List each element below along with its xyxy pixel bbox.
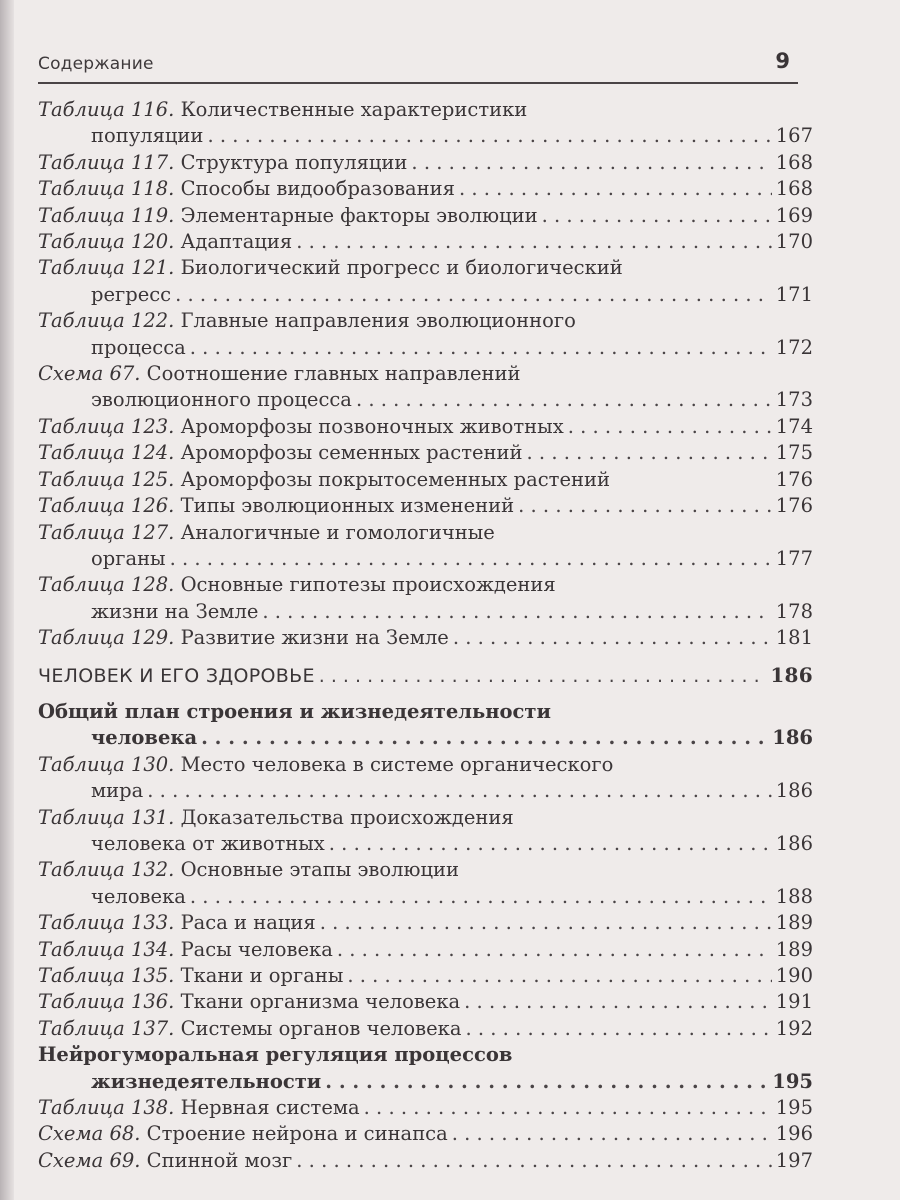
leader-dots — [356, 387, 772, 413]
entry-page: 176 — [775, 467, 813, 491]
entry-page: 181 — [775, 626, 813, 650]
leader-dots — [459, 176, 772, 202]
toc-entry[interactable] — [38, 752, 813, 805]
entry-page: 168 — [775, 177, 813, 201]
entry-label: Таблица 125. — [38, 467, 175, 491]
entry-label: Таблица 119. — [38, 203, 175, 227]
toc-entry[interactable] — [38, 805, 813, 858]
entry-title-cont: процесса — [91, 335, 186, 359]
entry-label: Схема 69. — [38, 1148, 141, 1172]
entry-label: Таблица 132. — [38, 858, 175, 882]
entry-title: Спинной мозг — [146, 1148, 293, 1172]
toc-subsection[interactable] — [38, 1042, 813, 1095]
entry-title: Основные гипотезы происхождения — [180, 573, 556, 597]
book-spine-shadow — [0, 0, 14, 1200]
subsection-title: Нейрогуморальная регуляция процессов — [38, 1043, 513, 1067]
toc-entry[interactable] — [38, 989, 813, 1015]
entry-label: Таблица 136. — [38, 990, 175, 1014]
entry-label: Таблица 120. — [38, 230, 175, 254]
entry-title: Структура популяции — [180, 150, 408, 174]
entry-title-cont: органы — [91, 546, 166, 570]
entry-title-cont: жизни на Земле — [91, 599, 259, 623]
leader-dots — [411, 150, 771, 176]
toc-entry[interactable] — [38, 440, 813, 466]
leader-dots — [325, 1069, 768, 1095]
toc-section-heading[interactable] — [38, 662, 813, 689]
entry-title: Расы человека — [180, 937, 333, 961]
leader-dots — [347, 963, 771, 989]
leader-dots — [464, 989, 772, 1015]
entry-title-cont: эволюционного процесса — [91, 388, 352, 412]
leader-dots — [207, 123, 771, 149]
toc-entry[interactable] — [38, 176, 813, 202]
toc-entry[interactable] — [38, 520, 813, 573]
leader-dots — [518, 493, 772, 519]
section-title: ЧЕЛОВЕК И ЕГО ЗДОРОВЬЕ — [38, 664, 315, 687]
entry-page: 173 — [775, 388, 813, 412]
entry-label: Таблица 123. — [38, 414, 175, 438]
entry-title: Нервная система — [180, 1096, 360, 1120]
entry-title: Аналогичные и гомологичные — [180, 520, 495, 544]
toc-entry[interactable] — [38, 1121, 813, 1147]
entry-label: Таблица 134. — [38, 937, 175, 961]
entry-title: Место человека в системе органического — [180, 752, 614, 776]
entry-page: 170 — [775, 230, 813, 254]
toc-entry[interactable] — [38, 937, 813, 963]
toc-entry[interactable] — [38, 857, 813, 910]
entry-page: 172 — [775, 335, 813, 359]
leader-dots — [147, 778, 771, 804]
entry-page: 190 — [775, 964, 813, 987]
entry-label: Таблица 128. — [38, 573, 175, 597]
entry-title: Раса и нация — [180, 911, 316, 935]
entry-label: Таблица 118. — [38, 177, 175, 201]
subsection-title-cont: жизнедеятельности — [91, 1069, 322, 1093]
entry-page: 174 — [775, 414, 813, 438]
toc-entry[interactable] — [38, 308, 813, 361]
entry-title-cont: мира — [91, 779, 144, 803]
entry-title: Системы органов человека — [180, 1016, 462, 1040]
entry-title: Биологический прогресс и биологический — [180, 256, 623, 280]
toc-entry[interactable] — [38, 97, 813, 150]
toc-entry[interactable] — [38, 493, 813, 519]
toc-entry[interactable] — [38, 963, 813, 989]
leader-dots — [320, 910, 772, 936]
toc-entry[interactable] — [38, 910, 813, 936]
leader-dots — [262, 599, 771, 625]
entry-page: 197 — [775, 1148, 813, 1172]
entry-page: 168 — [775, 150, 813, 174]
entry-page: 169 — [775, 203, 813, 227]
entry-page: 196 — [775, 1122, 813, 1146]
subsection-title: Общий план строения и жизнедеятельности — [38, 699, 551, 723]
entry-label: Таблица 127. — [38, 520, 175, 544]
entry-page: 178 — [775, 599, 813, 623]
entry-label: Таблица 131. — [38, 805, 175, 829]
entry-label: Таблица 122. — [38, 309, 175, 333]
leader-dots — [527, 440, 772, 466]
leader-dots — [319, 663, 767, 689]
entry-label: Схема 67. — [38, 362, 141, 386]
leader-dots — [452, 1121, 772, 1147]
entry-title-cont: человека от животных — [91, 831, 325, 855]
table-of-contents — [38, 97, 813, 1174]
toc-entry[interactable] — [38, 467, 813, 493]
entry-title: Главные направления эволюционного — [180, 309, 576, 333]
entry-page: 188 — [775, 884, 813, 908]
entry-title: Ароморфозы покрытосеменных растений — [180, 467, 610, 491]
page-number: 9 — [775, 49, 790, 73]
leader-dots — [364, 1095, 772, 1121]
leader-dots — [296, 229, 772, 255]
entry-label: Таблица 133. — [38, 911, 175, 935]
entry-page: 186 — [775, 831, 813, 855]
toc-subsection[interactable] — [38, 699, 813, 752]
toc-entry[interactable] — [38, 1016, 813, 1042]
entry-label: Таблица 137. — [38, 1016, 175, 1040]
entry-title: Количественные характеристики — [180, 98, 528, 121]
entry-label: Таблица 117. — [38, 150, 175, 174]
entry-page: 192 — [775, 1016, 813, 1040]
entry-title: Способы видообразования — [180, 177, 455, 201]
running-header — [38, 49, 798, 84]
entry-page: 176 — [775, 494, 813, 518]
leader-dots — [337, 937, 772, 963]
leader-dots — [170, 546, 772, 572]
entry-page: 189 — [775, 911, 813, 935]
entry-title: Строение нейрона и синапса — [146, 1122, 448, 1146]
toc-entry[interactable] — [38, 255, 813, 308]
section-page: 186 — [770, 662, 813, 687]
toc-entry[interactable] — [38, 1095, 813, 1121]
toc-entry[interactable] — [38, 150, 813, 176]
entry-label: Таблица 135. — [38, 964, 175, 987]
toc-entry[interactable] — [38, 572, 813, 625]
entry-label: Таблица 124. — [38, 441, 175, 465]
entry-page: 177 — [775, 546, 813, 570]
entry-page: 186 — [775, 779, 813, 803]
entry-page: 171 — [775, 282, 813, 306]
entry-title-cont: популяции — [91, 124, 204, 148]
entry-page: 195 — [775, 1096, 813, 1120]
toc-entry[interactable] — [38, 414, 813, 440]
entry-page: 167 — [775, 124, 813, 148]
entry-label: Таблица 121. — [38, 256, 175, 280]
entry-title: Основные этапы эволюции — [180, 858, 460, 882]
entry-title-cont: регресс — [91, 282, 172, 306]
entry-label: Таблица 116. — [38, 98, 175, 121]
entry-title: Элементарные факторы эволюции — [180, 203, 538, 227]
entry-page: 175 — [775, 441, 813, 465]
entry-page: 189 — [775, 937, 813, 961]
leader-dots — [296, 1148, 771, 1174]
entry-title: Адаптация — [180, 230, 293, 254]
leader-dots — [175, 282, 772, 308]
toc-entry[interactable] — [38, 229, 813, 255]
toc-entry[interactable] — [38, 203, 813, 229]
leader-dots — [201, 725, 768, 751]
toc-entry[interactable] — [38, 625, 813, 651]
entry-title: Ткани организма человека — [180, 990, 461, 1014]
subsection-title-cont: человека — [91, 726, 198, 750]
entry-title: Соотношение главных направлений — [146, 362, 521, 386]
entry-page: 191 — [775, 990, 813, 1014]
leader-dots — [542, 203, 772, 229]
leader-dots — [465, 1016, 771, 1042]
entry-label: Таблица 129. — [38, 626, 175, 650]
toc-entry[interactable] — [38, 1148, 813, 1174]
header-title: Содержание — [38, 54, 154, 74]
entry-title: Доказательства происхождения — [180, 805, 514, 829]
entry-title: Развитие жизни на Земле — [180, 626, 449, 650]
entry-title-cont: человека — [91, 884, 186, 908]
entry-label: Таблица 138. — [38, 1096, 175, 1120]
leader-dots — [190, 335, 772, 361]
entry-title: Ткани и органы — [180, 964, 344, 987]
leader-dots — [190, 884, 772, 910]
entry-label: Таблица 126. — [38, 494, 175, 518]
book-page — [38, 0, 838, 1200]
subsection-page: 195 — [772, 1069, 813, 1093]
leader-dots — [568, 414, 772, 440]
entry-title: Ароморфозы позвоночных животных — [180, 414, 564, 438]
entry-label: Схема 68. — [38, 1122, 141, 1146]
leader-dots — [329, 831, 772, 857]
subsection-page: 186 — [772, 726, 813, 750]
toc-entry[interactable] — [38, 361, 813, 414]
entry-title: Типы эволюционных изменений — [180, 494, 515, 518]
entry-label: Таблица 130. — [38, 752, 175, 776]
entry-title: Ароморфозы семенных растений — [180, 441, 523, 465]
leader-dots — [453, 625, 772, 651]
